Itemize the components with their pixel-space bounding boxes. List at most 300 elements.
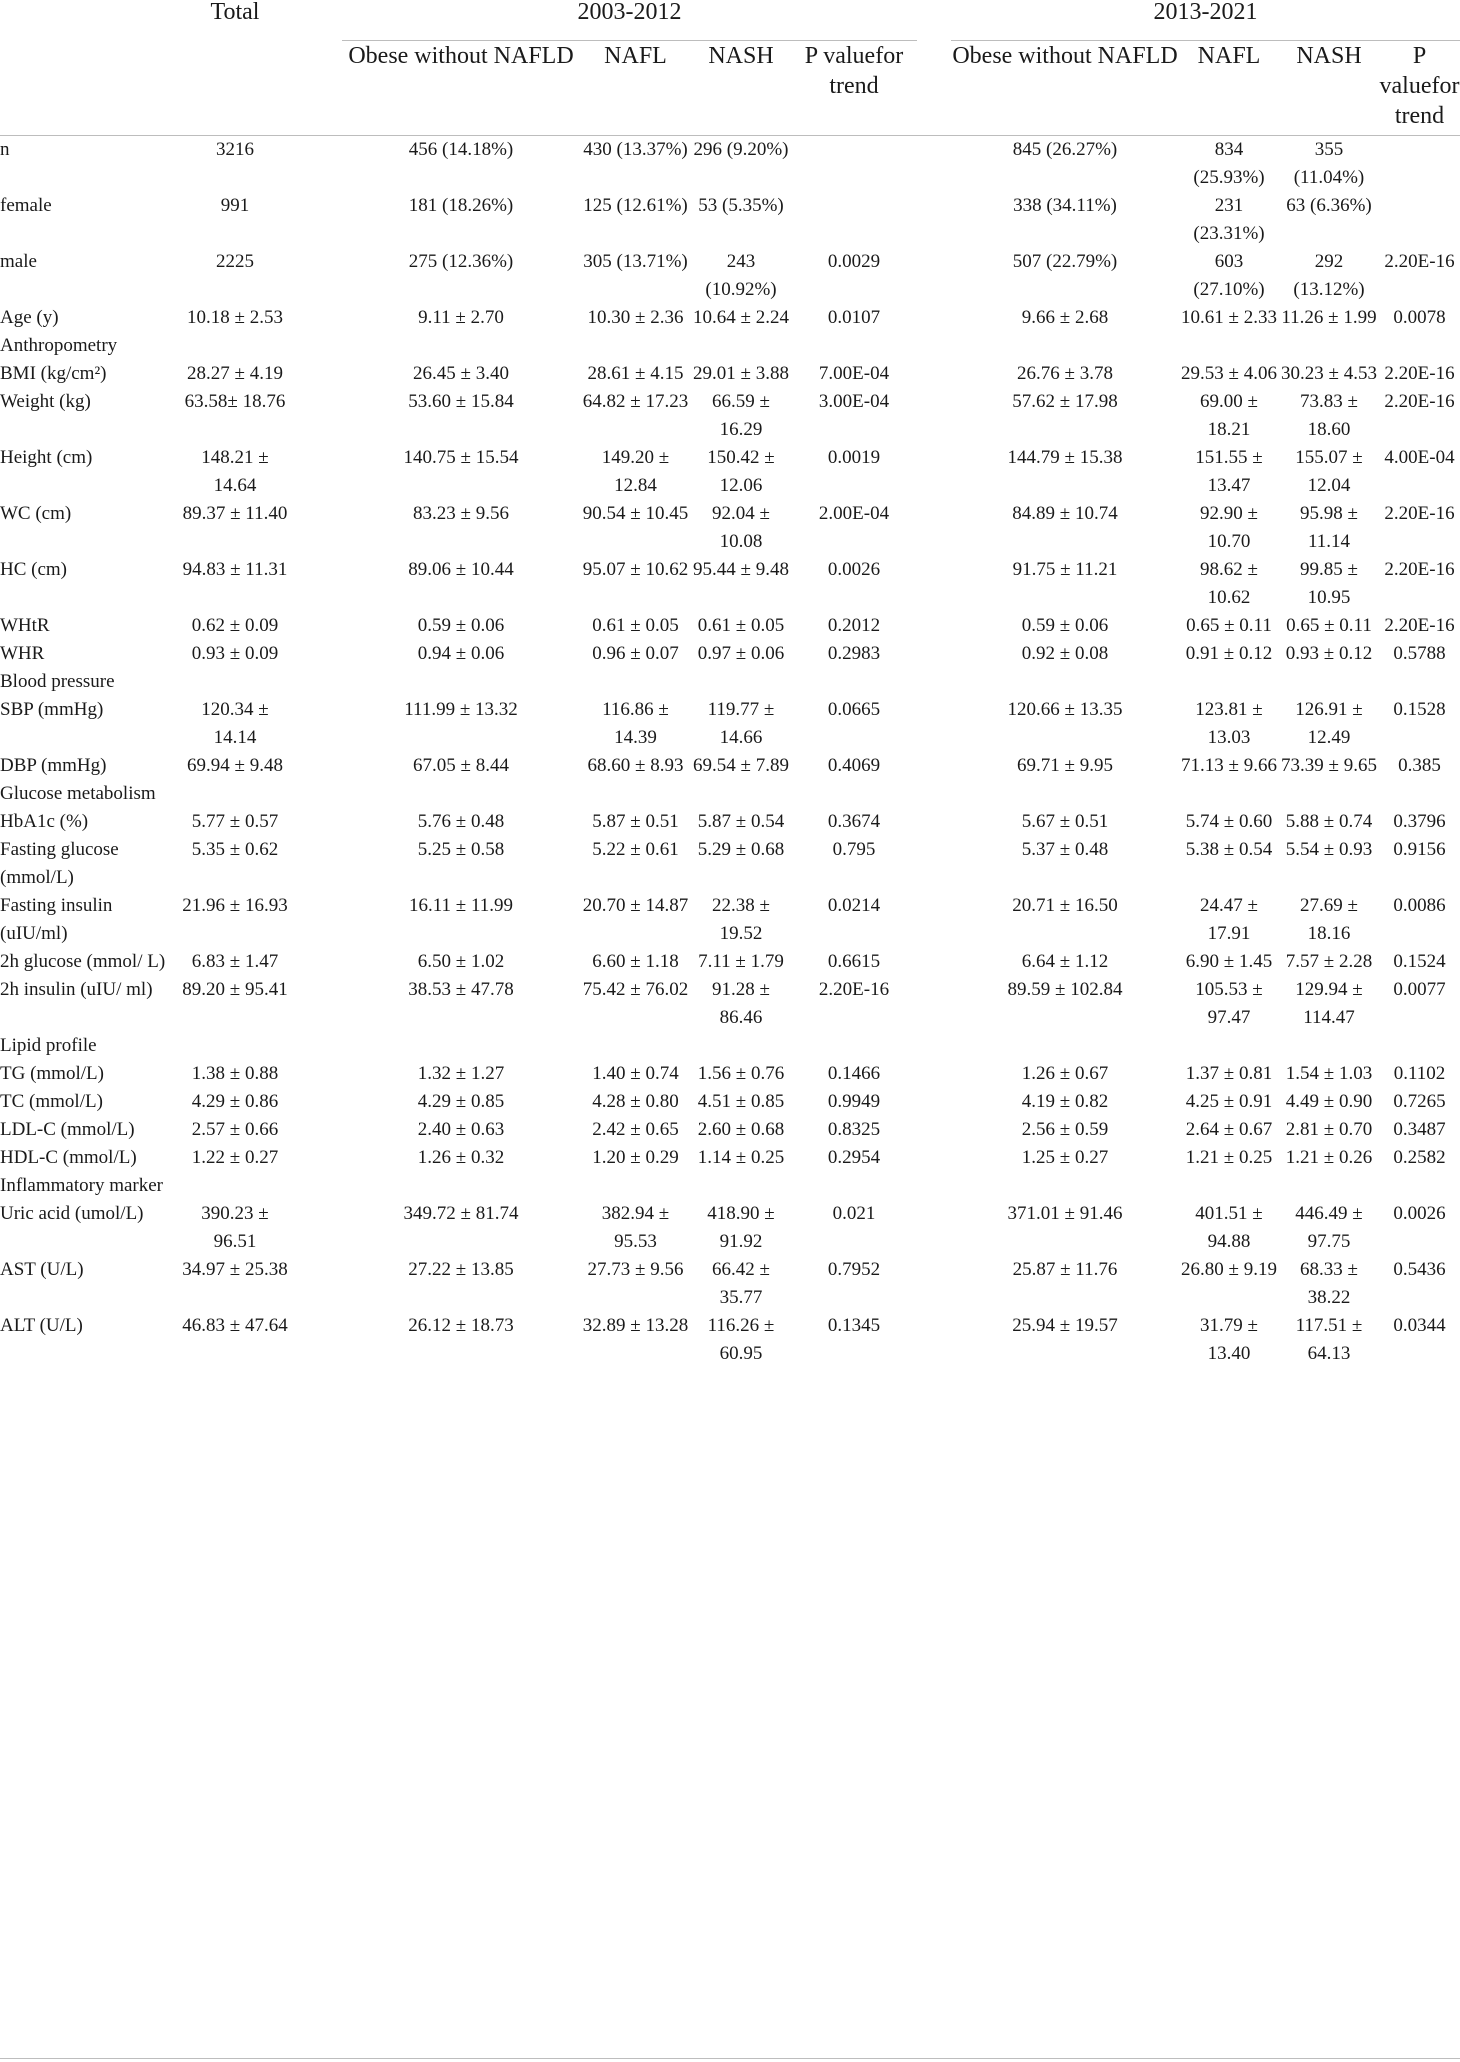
cell-nash-b: 5.88 ± 0.74 bbox=[1285, 811, 1373, 832]
header-period-2003-2012: 2003-2012 bbox=[342, 0, 917, 41]
cell-ptrend-a: 0.8325 bbox=[827, 1119, 881, 1140]
cell-nafl-b: 834 (25.93%) bbox=[1193, 139, 1265, 188]
cell-obese-a: 83.23 ± 9.56 bbox=[413, 503, 509, 524]
cell-ptrend-b: 2.20E-16 bbox=[1384, 559, 1455, 580]
cell-nafl-b: 123.81 ± 13.03 bbox=[1195, 699, 1263, 748]
table-row bbox=[0, 136, 1460, 193]
cell-nafl-b: 1.37 ± 0.81 bbox=[1185, 1063, 1273, 1084]
cell-ptrend-b: 2.20E-16 bbox=[1384, 615, 1455, 636]
cell-ptrend-a: 0.6615 bbox=[827, 951, 881, 972]
cell-ptrend-b: 0.5436 bbox=[1393, 1259, 1446, 1280]
cell-nash-a: 5.87 ± 0.54 bbox=[697, 811, 785, 832]
cell-nash-b: 126.91 ± 12.49 bbox=[1295, 699, 1363, 748]
table-row bbox=[0, 612, 1460, 640]
table-row bbox=[0, 1116, 1460, 1144]
header-row-groups bbox=[0, 41, 1460, 136]
cell-obese-b: 1.25 ± 0.27 bbox=[1021, 1147, 1109, 1168]
cell-obese-a: 26.12 ± 18.73 bbox=[408, 1315, 514, 1336]
cell-nash-a: 53 (5.35%) bbox=[698, 195, 784, 216]
cell-nash-b: 2.81 ± 0.70 bbox=[1285, 1119, 1373, 1140]
cell-total: 6.83 ± 1.47 bbox=[191, 951, 279, 972]
cell-nash-a: 95.44 ± 9.48 bbox=[693, 559, 789, 580]
cell-nafl-b: 71.13 ± 9.66 bbox=[1181, 755, 1277, 776]
cell-obese-b: 69.71 ± 9.95 bbox=[1017, 755, 1113, 776]
row-label: HC (cm) bbox=[0, 559, 68, 580]
cell-nash-b: 129.94 ± 114.47 bbox=[1295, 979, 1363, 1028]
cell-ptrend-a: 0.0107 bbox=[827, 307, 881, 328]
table-row bbox=[0, 192, 1460, 248]
cell-obese-a: 38.53 ± 47.78 bbox=[408, 979, 514, 1000]
cell-total: 21.96 ± 16.93 bbox=[182, 895, 288, 916]
row-label: SBP (mmHg) bbox=[0, 699, 104, 720]
row-label: AST (U/L) bbox=[0, 1259, 84, 1280]
cell-nafl-b: 10.61 ± 2.33 bbox=[1181, 307, 1277, 328]
cell-nafl-a: 430 (13.37%) bbox=[583, 139, 688, 160]
cell-nafl-a: 149.20 ± 12.84 bbox=[601, 447, 670, 496]
table-row bbox=[0, 640, 1460, 668]
cell-nash-a: 7.11 ± 1.79 bbox=[698, 951, 784, 972]
table-row bbox=[0, 1256, 1460, 1312]
cell-nafl-a: 28.61 ± 4.15 bbox=[587, 363, 684, 384]
cell-nafl-a: 10.30 ± 2.36 bbox=[587, 307, 684, 328]
cell-ptrend-a bbox=[791, 136, 917, 193]
cell-nash-a: 1.56 ± 0.76 bbox=[697, 1063, 785, 1084]
cell-total: 148.21 ± 14.64 bbox=[201, 447, 269, 496]
table-row bbox=[0, 1088, 1460, 1116]
table-row bbox=[0, 388, 1460, 444]
section-row bbox=[0, 668, 1460, 696]
cell-obese-b: 26.76 ± 3.78 bbox=[1017, 363, 1113, 384]
cell-nafl-b: 0.91 ± 0.12 bbox=[1185, 643, 1273, 664]
table-row bbox=[0, 1144, 1460, 1172]
cell-total: 0.93 ± 0.09 bbox=[191, 643, 279, 664]
cell-obese-a: 181 (18.26%) bbox=[408, 195, 514, 216]
cell-nash-b: 5.54 ± 0.93 bbox=[1285, 839, 1373, 860]
cell-ptrend-a: 0.7952 bbox=[827, 1259, 881, 1280]
cell-obese-b: 5.67 ± 0.51 bbox=[1021, 811, 1109, 832]
cell-ptrend-b: 4.00E-04 bbox=[1384, 447, 1455, 468]
cell-nafl-b: 5.38 ± 0.54 bbox=[1185, 839, 1273, 860]
cell-total: 34.97 ± 25.38 bbox=[182, 1259, 288, 1280]
header-period-2013-2021: 2013-2021 bbox=[951, 0, 1460, 41]
header-ptrend-b: P valuefor trend bbox=[1379, 41, 1460, 136]
cell-obese-a: 140.75 ± 15.54 bbox=[403, 447, 519, 468]
row-label: TG (mmol/L) bbox=[0, 1063, 104, 1084]
table-row bbox=[0, 752, 1460, 780]
table-row bbox=[0, 948, 1460, 976]
cell-nafl-a: 382.94 ± 95.53 bbox=[601, 1203, 670, 1252]
row-label: HbA1c (%) bbox=[0, 811, 89, 832]
cell-nafl-b: 69.00 ± 18.21 bbox=[1200, 391, 1258, 440]
cell-nafl-a: 5.87 ± 0.51 bbox=[592, 811, 679, 832]
cell-obese-b: 338 (34.11%) bbox=[1013, 195, 1117, 216]
cell-obese-b: 9.66 ± 2.68 bbox=[1021, 307, 1109, 328]
cell-ptrend-a: 0.9949 bbox=[827, 1091, 881, 1112]
section-label: Inflammatory marker bbox=[0, 1175, 164, 1196]
table-row bbox=[0, 360, 1460, 388]
cell-ptrend-b bbox=[1379, 192, 1460, 248]
row-label: 2h glucose (mmol/ L) bbox=[0, 951, 166, 972]
cell-nash-b: 117.51 ± 64.13 bbox=[1295, 1315, 1363, 1364]
cell-ptrend-a: 0.0214 bbox=[827, 895, 881, 916]
cell-ptrend-b: 0.0077 bbox=[1393, 979, 1446, 1000]
cell-total: 120.34 ± 14.14 bbox=[201, 699, 269, 748]
cell-obese-a: 26.45 ± 3.40 bbox=[413, 363, 509, 384]
cell-obese-a: 275 (12.36%) bbox=[408, 251, 514, 272]
cell-obese-b: 120.66 ± 13.35 bbox=[1007, 699, 1123, 720]
cell-ptrend-b: 0.0344 bbox=[1393, 1315, 1446, 1336]
cell-nash-b: 73.39 ± 9.65 bbox=[1281, 755, 1377, 776]
header-ptrend-a: P valuefor trend bbox=[791, 41, 917, 136]
row-label: TC (mmol/L) bbox=[0, 1091, 103, 1112]
row-label: HDL-C (mmol/L) bbox=[0, 1147, 137, 1168]
header-nafl-b: NAFL bbox=[1179, 41, 1279, 136]
cell-obese-b: 25.87 ± 11.76 bbox=[1012, 1259, 1118, 1280]
cell-obese-a: 16.11 ± 11.99 bbox=[408, 895, 514, 916]
table-row bbox=[0, 248, 1460, 304]
cell-ptrend-b: 0.7265 bbox=[1393, 1091, 1446, 1112]
cell-ptrend-b: 0.0078 bbox=[1393, 307, 1446, 328]
cell-nash-b: 292 (13.12%) bbox=[1293, 251, 1365, 300]
header-obese-a: Obese without NAFLD bbox=[342, 41, 580, 136]
cell-ptrend-a: 0.3674 bbox=[827, 811, 881, 832]
cell-nafl-b: 401.51 ± 94.88 bbox=[1195, 1203, 1263, 1252]
cell-total: 1.38 ± 0.88 bbox=[191, 1063, 279, 1084]
cell-nash-b: 7.57 ± 2.28 bbox=[1285, 951, 1373, 972]
cell-obese-a: 5.25 ± 0.58 bbox=[417, 839, 505, 860]
cell-nafl-b: 1.21 ± 0.25 bbox=[1185, 1147, 1273, 1168]
cell-ptrend-b: 2.20E-16 bbox=[1384, 251, 1455, 272]
cell-nafl-a: 90.54 ± 10.45 bbox=[582, 503, 689, 524]
cell-obese-b: 57.62 ± 17.98 bbox=[1012, 391, 1118, 412]
cell-ptrend-a: 0.2954 bbox=[827, 1147, 881, 1168]
cell-total: 991 bbox=[220, 195, 250, 216]
cell-total: 390.23 ± 96.51 bbox=[201, 1203, 269, 1252]
cell-total: 2.57 ± 0.66 bbox=[191, 1119, 279, 1140]
cell-obese-b: 91.75 ± 11.21 bbox=[1012, 559, 1118, 580]
cell-ptrend-b: 0.3487 bbox=[1393, 1119, 1446, 1140]
cell-nafl-b: 603 (27.10%) bbox=[1193, 251, 1265, 300]
header-nash-a: NASH bbox=[691, 41, 791, 136]
cell-ptrend-a: 0.2983 bbox=[827, 643, 881, 664]
cell-obese-b: 84.89 ± 10.74 bbox=[1012, 503, 1118, 524]
cell-obese-a: 27.22 ± 13.85 bbox=[408, 1259, 514, 1280]
cell-obese-b: 20.71 ± 16.50 bbox=[1012, 895, 1118, 916]
cell-nafl-b: 92.90 ± 10.70 bbox=[1200, 503, 1258, 552]
table-row bbox=[0, 1060, 1460, 1088]
row-label: ALT (U/L) bbox=[0, 1315, 83, 1336]
cell-ptrend-a: 3.00E-04 bbox=[818, 391, 890, 412]
cell-nafl-a: 5.22 ± 0.61 bbox=[592, 839, 679, 860]
cell-nafl-a: 0.96 ± 0.07 bbox=[592, 643, 679, 664]
cell-ptrend-a: 0.1345 bbox=[827, 1315, 881, 1336]
cell-nafl-a: 2.42 ± 0.65 bbox=[592, 1119, 679, 1140]
cell-ptrend-b: 0.1102 bbox=[1393, 1063, 1446, 1084]
cell-nash-b: 155.07 ± 12.04 bbox=[1295, 447, 1363, 496]
cell-nash-a: 22.38 ± 19.52 bbox=[712, 895, 770, 944]
cell-nash-a: 29.01 ± 3.88 bbox=[693, 363, 789, 384]
cell-nash-a: 119.77 ± 14.66 bbox=[707, 699, 775, 748]
cell-nash-b: 355 (11.04%) bbox=[1293, 139, 1365, 188]
cell-ptrend-b: 0.9156 bbox=[1393, 839, 1446, 860]
cell-nafl-b: 26.80 ± 9.19 bbox=[1181, 1259, 1277, 1280]
cell-nafl-a: 68.60 ± 8.93 bbox=[587, 755, 684, 776]
cell-nash-b: 0.65 ± 0.11 bbox=[1286, 615, 1372, 636]
table-row bbox=[0, 444, 1460, 500]
cell-total: 69.94 ± 9.48 bbox=[187, 755, 283, 776]
cell-nash-a: 91.28 ± 86.46 bbox=[712, 979, 770, 1028]
cell-obese-b: 845 (26.27%) bbox=[1012, 139, 1118, 160]
cell-nash-a: 243 (10.92%) bbox=[705, 251, 777, 300]
row-label: Age (y) bbox=[0, 307, 59, 328]
cell-nafl-b: 151.55 ± 13.47 bbox=[1195, 447, 1263, 496]
section-label: Glucose metabolism bbox=[0, 783, 156, 804]
cell-nash-a: 10.64 ± 2.24 bbox=[693, 307, 789, 328]
cell-obese-b: 0.92 ± 0.08 bbox=[1021, 643, 1109, 664]
cell-nafl-a: 1.40 ± 0.74 bbox=[592, 1063, 679, 1084]
cell-ptrend-a: 0.0665 bbox=[827, 699, 881, 720]
table-row bbox=[0, 976, 1460, 1032]
cell-nash-b: 30.23 ± 4.53 bbox=[1281, 363, 1377, 384]
cell-nash-a: 5.29 ± 0.68 bbox=[697, 839, 785, 860]
cell-total: 2225 bbox=[216, 251, 254, 272]
cell-ptrend-a: 0.4069 bbox=[827, 755, 881, 776]
cell-nash-b: 446.49 ± 97.75 bbox=[1295, 1203, 1363, 1252]
cell-obese-b: 4.19 ± 0.82 bbox=[1021, 1091, 1109, 1112]
row-label: WC (cm) bbox=[0, 503, 72, 524]
cell-nash-a: 92.04 ± 10.08 bbox=[712, 503, 770, 552]
cell-nash-b: 0.93 ± 0.12 bbox=[1285, 643, 1373, 664]
cell-nash-a: 116.26 ± 60.95 bbox=[707, 1315, 775, 1364]
cell-nafl-a: 116.86 ± 14.39 bbox=[602, 699, 669, 748]
table-row bbox=[0, 696, 1460, 752]
header-row-periods bbox=[0, 0, 1460, 41]
cell-ptrend-a: 2.20E-16 bbox=[818, 979, 890, 1000]
cell-nash-b: 99.85 ± 10.95 bbox=[1300, 559, 1358, 608]
row-label: male bbox=[0, 251, 37, 272]
row-label: 2h insulin (uIU/ ml) bbox=[0, 979, 153, 1000]
table-row bbox=[0, 836, 1460, 892]
cell-ptrend-a: 0.1466 bbox=[827, 1063, 881, 1084]
cell-nafl-a: 32.89 ± 13.28 bbox=[582, 1315, 689, 1336]
cell-obese-a: 2.40 ± 0.63 bbox=[417, 1119, 505, 1140]
row-label: Fasting insulin (uIU/ml) bbox=[0, 895, 113, 944]
cell-ptrend-b: 0.1528 bbox=[1393, 699, 1446, 720]
cell-ptrend-a: 0.0029 bbox=[827, 251, 881, 272]
cell-nash-a: 66.59 ± 16.29 bbox=[712, 391, 770, 440]
cell-total: 89.20 ± 95.41 bbox=[182, 979, 288, 1000]
cell-nash-a: 296 (9.20%) bbox=[693, 139, 789, 160]
section-row bbox=[0, 332, 1460, 360]
cell-total: 5.77 ± 0.57 bbox=[191, 811, 279, 832]
cell-total: 63.58± 18.76 bbox=[184, 391, 286, 412]
cell-nash-a: 1.14 ± 0.25 bbox=[697, 1147, 785, 1168]
row-label: WHtR bbox=[0, 615, 50, 636]
cell-nash-b: 1.21 ± 0.26 bbox=[1285, 1147, 1373, 1168]
header-nash-b: NASH bbox=[1279, 41, 1379, 136]
row-label: DBP (mmHg) bbox=[0, 755, 107, 776]
cell-nash-b: 73.83 ± 18.60 bbox=[1300, 391, 1358, 440]
cell-nash-a: 150.42 ± 12.06 bbox=[707, 447, 775, 496]
cell-ptrend-b: 2.20E-16 bbox=[1384, 503, 1455, 524]
cell-ptrend-a: 0.0019 bbox=[827, 447, 881, 468]
cell-obese-a: 5.76 ± 0.48 bbox=[417, 811, 505, 832]
cell-total: 5.35 ± 0.62 bbox=[191, 839, 279, 860]
section-row bbox=[0, 1032, 1460, 1060]
row-label: Height (cm) bbox=[0, 447, 93, 468]
table-row bbox=[0, 808, 1460, 836]
cell-obese-a: 4.29 ± 0.85 bbox=[417, 1091, 505, 1112]
cell-ptrend-b: 0.1524 bbox=[1393, 951, 1446, 972]
row-label: LDL-C (mmol/L) bbox=[0, 1119, 135, 1140]
cell-ptrend-b: 2.20E-16 bbox=[1384, 363, 1455, 384]
row-label: Fasting glucose (mmol/L) bbox=[0, 839, 119, 888]
cell-nafl-b: 105.53 ± 97.47 bbox=[1195, 979, 1263, 1028]
cell-nash-a: 4.51 ± 0.85 bbox=[697, 1091, 785, 1112]
cell-obese-b: 507 (22.79%) bbox=[1012, 251, 1118, 272]
cell-ptrend-a: 0.0026 bbox=[827, 559, 881, 580]
row-label: Uric acid (umol/L) bbox=[0, 1203, 144, 1224]
cell-obese-a: 1.32 ± 1.27 bbox=[417, 1063, 505, 1084]
section-label: Anthropometry bbox=[0, 335, 118, 356]
cell-nash-a: 2.60 ± 0.68 bbox=[697, 1119, 785, 1140]
cell-obese-a: 53.60 ± 15.84 bbox=[408, 391, 514, 412]
cell-ptrend-b: 0.0086 bbox=[1393, 895, 1446, 916]
header-nafl-a: NAFL bbox=[580, 41, 691, 136]
cell-nash-a: 69.54 ± 7.89 bbox=[693, 755, 789, 776]
cell-nash-b: 4.49 ± 0.90 bbox=[1285, 1091, 1373, 1112]
cell-obese-b: 6.64 ± 1.12 bbox=[1021, 951, 1109, 972]
cell-nafl-b: 31.79 ± 13.40 bbox=[1200, 1315, 1258, 1364]
cell-nafl-a: 305 (13.71%) bbox=[583, 251, 688, 272]
cell-obese-a: 0.94 ± 0.06 bbox=[417, 643, 505, 664]
cell-total: 46.83 ± 47.64 bbox=[182, 1315, 288, 1336]
cell-ptrend-b: 0.385 bbox=[1398, 755, 1441, 776]
table-row bbox=[0, 892, 1460, 948]
table-row bbox=[0, 304, 1460, 332]
cell-nafl-a: 1.20 ± 0.29 bbox=[592, 1147, 679, 1168]
cell-nash-b: 63 (6.36%) bbox=[1286, 195, 1372, 216]
cell-obese-a: 1.26 ± 0.32 bbox=[417, 1147, 505, 1168]
table-row bbox=[0, 500, 1460, 556]
cell-obese-a: 67.05 ± 8.44 bbox=[413, 755, 509, 776]
cell-obese-a: 349.72 ± 81.74 bbox=[403, 1203, 519, 1224]
cell-nash-b: 27.69 ± 18.16 bbox=[1300, 895, 1358, 944]
cell-total: 89.37 ± 11.40 bbox=[182, 503, 288, 524]
cell-ptrend-b bbox=[1379, 136, 1460, 193]
cell-ptrend-b: 0.3796 bbox=[1393, 811, 1446, 832]
header-obese-b: Obese without NAFLD bbox=[951, 41, 1179, 136]
section-row bbox=[0, 1172, 1460, 1200]
cell-ptrend-b: 0.0026 bbox=[1393, 1203, 1446, 1224]
cell-nafl-b: 24.47 ± 17.91 bbox=[1200, 895, 1258, 944]
cell-nafl-b: 6.90 ± 1.45 bbox=[1185, 951, 1273, 972]
cell-total: 10.18 ± 2.53 bbox=[187, 307, 283, 328]
section-row bbox=[0, 780, 1460, 808]
cell-obese-b: 5.37 ± 0.48 bbox=[1021, 839, 1109, 860]
row-label: n bbox=[0, 139, 10, 160]
cell-nafl-a: 4.28 ± 0.80 bbox=[592, 1091, 679, 1112]
cell-nafl-b: 2.64 ± 0.67 bbox=[1185, 1119, 1273, 1140]
table-bottom-rule bbox=[0, 2058, 1460, 2059]
cell-obese-a: 456 (14.18%) bbox=[408, 139, 514, 160]
cell-nafl-b: 29.53 ± 4.06 bbox=[1181, 363, 1277, 384]
cell-obese-b: 0.59 ± 0.06 bbox=[1021, 615, 1109, 636]
header-blank bbox=[0, 0, 180, 41]
cell-nash-a: 0.97 ± 0.06 bbox=[697, 643, 785, 664]
cell-obese-b: 25.94 ± 19.57 bbox=[1012, 1315, 1118, 1336]
cell-ptrend-a: 2.00E-04 bbox=[818, 503, 890, 524]
cell-total: 3216 bbox=[216, 139, 254, 160]
cell-nafl-a: 20.70 ± 14.87 bbox=[582, 895, 689, 916]
cell-total: 0.62 ± 0.09 bbox=[191, 615, 279, 636]
cell-nash-a: 66.42 ± 35.77 bbox=[712, 1259, 770, 1308]
cell-ptrend-a: 7.00E-04 bbox=[818, 363, 890, 384]
cell-total: 94.83 ± 11.31 bbox=[182, 559, 288, 580]
row-label: female bbox=[0, 195, 52, 216]
cell-obese-b: 2.56 ± 0.59 bbox=[1021, 1119, 1109, 1140]
cell-nash-a: 0.61 ± 0.05 bbox=[697, 615, 785, 636]
cell-nafl-b: 98.62 ± 10.62 bbox=[1200, 559, 1258, 608]
cell-nash-b: 95.98 ± 11.14 bbox=[1300, 503, 1358, 552]
cell-ptrend-b: 0.5788 bbox=[1393, 643, 1446, 664]
cell-ptrend-a bbox=[791, 192, 917, 248]
cell-nafl-a: 125 (12.61%) bbox=[583, 195, 688, 216]
cell-obese-b: 144.79 ± 15.38 bbox=[1007, 447, 1123, 468]
cell-nash-b: 11.26 ± 1.99 bbox=[1281, 307, 1377, 328]
cell-ptrend-b: 2.20E-16 bbox=[1384, 391, 1455, 412]
cell-nash-b: 68.33 ± 38.22 bbox=[1300, 1259, 1358, 1308]
table-row bbox=[0, 1312, 1460, 1368]
table-body bbox=[0, 136, 1460, 1369]
cell-nafl-a: 95.07 ± 10.62 bbox=[582, 559, 689, 580]
section-label: Blood pressure bbox=[0, 671, 115, 692]
cell-nafl-a: 64.82 ± 17.23 bbox=[582, 391, 689, 412]
cell-obese-b: 371.01 ± 91.46 bbox=[1007, 1203, 1123, 1224]
cell-nash-a: 418.90 ± 91.92 bbox=[707, 1203, 775, 1252]
cell-obese-a: 6.50 ± 1.02 bbox=[417, 951, 505, 972]
table-row bbox=[0, 1200, 1460, 1256]
cell-obese-b: 89.59 ± 102.84 bbox=[1007, 979, 1123, 1000]
cell-nafl-b: 5.74 ± 0.60 bbox=[1185, 811, 1273, 832]
cell-ptrend-a: 0.021 bbox=[832, 1203, 876, 1224]
cell-total: 28.27 ± 4.19 bbox=[187, 363, 283, 384]
cell-obese-a: 111.99 ± 13.32 bbox=[404, 699, 518, 720]
cell-nafl-b: 231 (23.31%) bbox=[1193, 195, 1265, 244]
cell-obese-b: 1.26 ± 0.67 bbox=[1021, 1063, 1109, 1084]
cell-nafl-a: 27.73 ± 9.56 bbox=[587, 1259, 684, 1280]
cell-ptrend-a: 0.2012 bbox=[827, 615, 881, 636]
cell-nafl-b: 0.65 ± 0.11 bbox=[1186, 615, 1272, 636]
cell-obese-a: 0.59 ± 0.06 bbox=[417, 615, 505, 636]
cell-ptrend-b: 0.2582 bbox=[1393, 1147, 1446, 1168]
cell-total: 1.22 ± 0.27 bbox=[191, 1147, 279, 1168]
row-label: BMI (kg/cm²) bbox=[0, 363, 107, 384]
cell-obese-a: 89.06 ± 10.44 bbox=[408, 559, 514, 580]
table-row bbox=[0, 556, 1460, 612]
cell-nafl-b: 4.25 ± 0.91 bbox=[1185, 1091, 1273, 1112]
cell-total: 4.29 ± 0.86 bbox=[191, 1091, 279, 1112]
cell-nafl-a: 0.61 ± 0.05 bbox=[592, 615, 679, 636]
cell-nafl-a: 75.42 ± 76.02 bbox=[582, 979, 689, 1000]
cell-ptrend-a: 0.795 bbox=[832, 839, 876, 860]
cell-nash-b: 1.54 ± 1.03 bbox=[1285, 1063, 1373, 1084]
section-label: Lipid profile bbox=[0, 1035, 97, 1056]
header-total: Total bbox=[210, 0, 260, 25]
row-label: WHR bbox=[0, 643, 45, 664]
cell-nafl-a: 6.60 ± 1.18 bbox=[592, 951, 679, 972]
row-label: Weight (kg) bbox=[0, 391, 91, 412]
